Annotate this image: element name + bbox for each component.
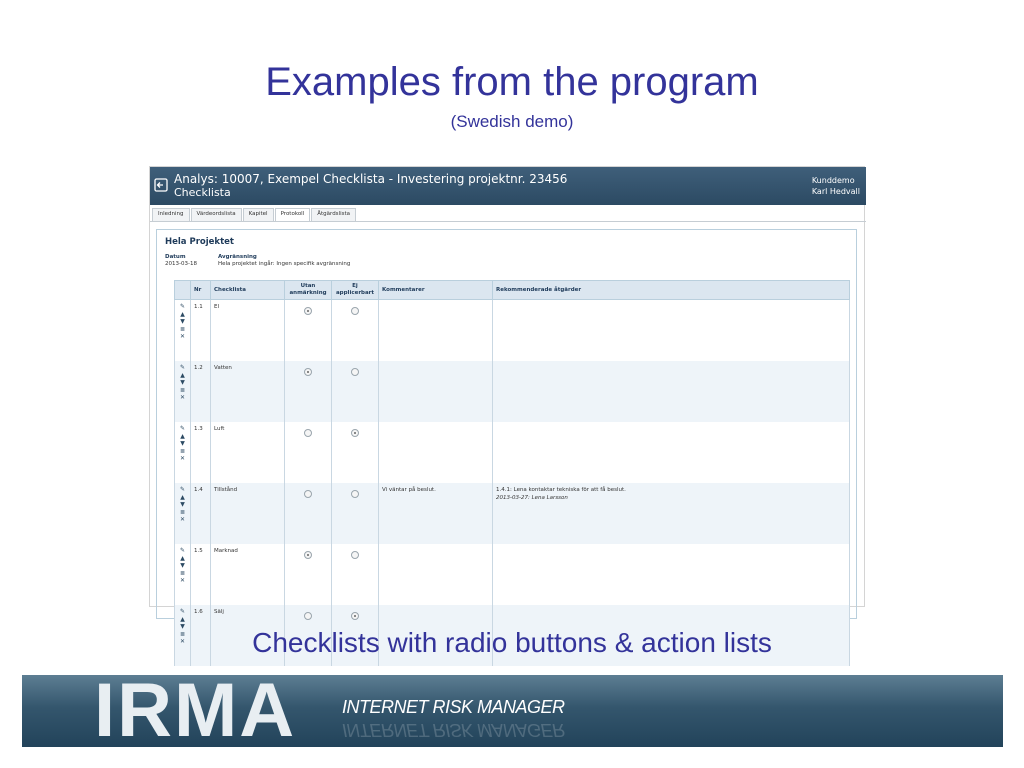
row-checklist-item: El (211, 300, 285, 362)
col-checklist-header: Checklista (211, 281, 285, 300)
pencil-icon[interactable]: ✎ (179, 486, 186, 493)
no-remark-cell (285, 422, 332, 483)
row-checklist-item: Tillstånd (211, 483, 285, 544)
not-applicable-cell (332, 300, 379, 362)
not-applicable-radio[interactable] (351, 551, 359, 559)
no-remark-radio[interactable] (304, 612, 312, 620)
tab-atgardslista[interactable]: Åtgärdslista (311, 208, 356, 221)
not-applicable-cell (332, 544, 379, 605)
row-nr: 1.3 (191, 422, 211, 483)
row-icons-cell (175, 422, 191, 483)
no-remark-cell (285, 483, 332, 544)
tab-inledning[interactable]: Inledning (152, 208, 190, 221)
arrow-down-icon[interactable]: ▼ (180, 501, 185, 508)
not-applicable-radio[interactable] (351, 307, 359, 315)
not-applicable-cell (332, 422, 379, 483)
arrow-up-icon[interactable]: ▲ (180, 615, 185, 623)
row-icons-cell (175, 544, 191, 605)
table-row (175, 361, 850, 422)
row-icons-cell (175, 300, 191, 362)
exit-icon[interactable] (154, 178, 168, 192)
row-comment: Vi väntar på beslut. (379, 483, 493, 544)
date-label: Datum (165, 254, 186, 260)
arrow-up-icon[interactable]: ▲ (180, 493, 185, 501)
row-comment (379, 544, 493, 605)
checklist-table (174, 280, 850, 666)
table-row (175, 483, 850, 544)
tab-bar (152, 208, 357, 221)
no-remark-radio[interactable] (304, 429, 312, 437)
scope-block (218, 254, 350, 268)
analysis-title: Analys: 10007, Exempel Checklista - Investering projektnr. 23456 (174, 172, 568, 186)
col-recommended-actions-header: Rekommenderade åtgärder (493, 281, 850, 300)
tab-kapitel[interactable]: Kapitel (243, 208, 274, 221)
delete-icon[interactable]: ✕ (179, 638, 186, 645)
row-nr: 1.2 (191, 361, 211, 422)
row-recommended-actions (493, 483, 850, 544)
col-comments-header: Kommentarer (379, 281, 493, 300)
analysis-subtitle: Checklista (174, 186, 231, 199)
row-recommended-actions (493, 544, 850, 605)
slide-subtitle: (Swedish demo) (450, 112, 574, 131)
scope-label: Avgränsning (218, 254, 257, 260)
irma-banner (22, 668, 1003, 753)
slide-caption: Checklists with radio buttons & action lists (252, 627, 772, 658)
arrow-down-icon[interactable]: ▼ (180, 379, 185, 386)
action-meta: 2013-03-27: Lena Larsson (496, 495, 568, 501)
delete-icon[interactable]: ✕ (179, 394, 186, 401)
user-info (812, 175, 860, 197)
table-row (175, 300, 850, 362)
pencil-icon[interactable]: ✎ (179, 425, 186, 432)
add-comment-icon[interactable]: ≣ (179, 325, 186, 333)
arrow-up-icon[interactable]: ▲ (180, 310, 185, 318)
delete-icon[interactable]: ✕ (179, 516, 186, 523)
row-nr: 1.6 (191, 605, 211, 666)
delete-icon[interactable]: ✕ (179, 577, 186, 584)
not-applicable-radio[interactable] (351, 368, 359, 376)
banner-tagline-reflection: INTERNET RISK MANAGER (342, 720, 565, 740)
banner-tagline: INTERNET RISK MANAGER (342, 697, 565, 717)
not-applicable-radio[interactable] (351, 612, 359, 620)
no-remark-radio[interactable] (304, 490, 312, 498)
no-remark-radio[interactable] (304, 307, 312, 315)
date-block (165, 254, 197, 268)
no-remark-cell (285, 300, 332, 362)
row-recommended-actions (493, 300, 850, 362)
not-applicable-radio[interactable] (351, 429, 359, 437)
row-checklist-item: Marknad (211, 544, 285, 605)
no-remark-cell (285, 544, 332, 605)
row-icons-cell (175, 361, 191, 422)
row-checklist-item: Sälj (211, 605, 285, 666)
date-value: 2013-03-18 (165, 261, 197, 267)
row-comment (379, 300, 493, 362)
arrow-down-icon[interactable]: ▼ (180, 623, 185, 630)
scope-value: Hela projektet ingår: Ingen specifik avgränsning (218, 261, 351, 267)
arrow-up-icon[interactable]: ▲ (180, 554, 185, 562)
row-nr: 1.4 (191, 483, 211, 544)
arrow-up-icon[interactable]: ▲ (180, 371, 185, 379)
action-text[interactable]: 1.4.1: Lena kontaktar tekniska för att få beslut. (496, 487, 626, 493)
row-checklist-item: Luft (211, 422, 285, 483)
arrow-up-icon[interactable]: ▲ (180, 432, 185, 440)
not-applicable-cell (332, 483, 379, 544)
arrow-down-icon[interactable]: ▼ (180, 318, 185, 325)
app-header (150, 167, 866, 205)
col-actions-header (175, 281, 191, 300)
tab-protokoll[interactable]: Protokoll (275, 208, 311, 221)
add-comment-icon[interactable]: ≣ (179, 508, 186, 516)
delete-icon[interactable]: ✕ (179, 333, 186, 340)
not-applicable-cell (332, 361, 379, 422)
row-nr: 1.5 (191, 544, 211, 605)
no-remark-radio[interactable] (304, 551, 312, 559)
add-comment-icon[interactable]: ≣ (179, 630, 186, 638)
user-name[interactable]: Karl Hedvall (811, 187, 860, 196)
add-comment-icon[interactable]: ≣ (179, 447, 186, 455)
delete-icon[interactable]: ✕ (179, 455, 186, 462)
pencil-icon[interactable]: ✎ (179, 608, 186, 615)
table-row (175, 544, 850, 605)
row-recommended-actions (493, 422, 850, 483)
irma-logo: IRMA (94, 668, 297, 753)
row-checklist-item: Vatten (211, 361, 285, 422)
add-comment-icon[interactable]: ≣ (179, 569, 186, 577)
no-remark-cell (285, 361, 332, 422)
col-no-remark-header: Utan anmärkning (285, 281, 332, 300)
row-recommended-actions (493, 361, 850, 422)
col-nr-header: Nr (191, 281, 211, 300)
pencil-icon[interactable]: ✎ (179, 364, 186, 371)
tab-divider (150, 221, 866, 222)
pencil-icon[interactable]: ✎ (179, 303, 186, 310)
table-row (175, 422, 850, 483)
row-icons-cell (175, 483, 191, 544)
arrow-down-icon[interactable]: ▼ (180, 562, 185, 569)
col-not-applicable-header: Ej applicerbart (332, 281, 379, 300)
slide-title: Examples from the program (265, 60, 759, 104)
add-comment-icon[interactable]: ≣ (179, 386, 186, 394)
row-comment (379, 361, 493, 422)
tab-vardeordslista[interactable]: Värdeordslista (191, 208, 242, 221)
panel-title: Hela Projektet (165, 237, 234, 247)
arrow-down-icon[interactable]: ▼ (180, 440, 185, 447)
row-nr: 1.1 (191, 300, 211, 362)
no-remark-radio[interactable] (304, 368, 312, 376)
row-comment (379, 422, 493, 483)
not-applicable-radio[interactable] (351, 490, 359, 498)
pencil-icon[interactable]: ✎ (179, 547, 186, 554)
company-name: Kunddemo (811, 176, 855, 185)
table-header (175, 281, 850, 300)
